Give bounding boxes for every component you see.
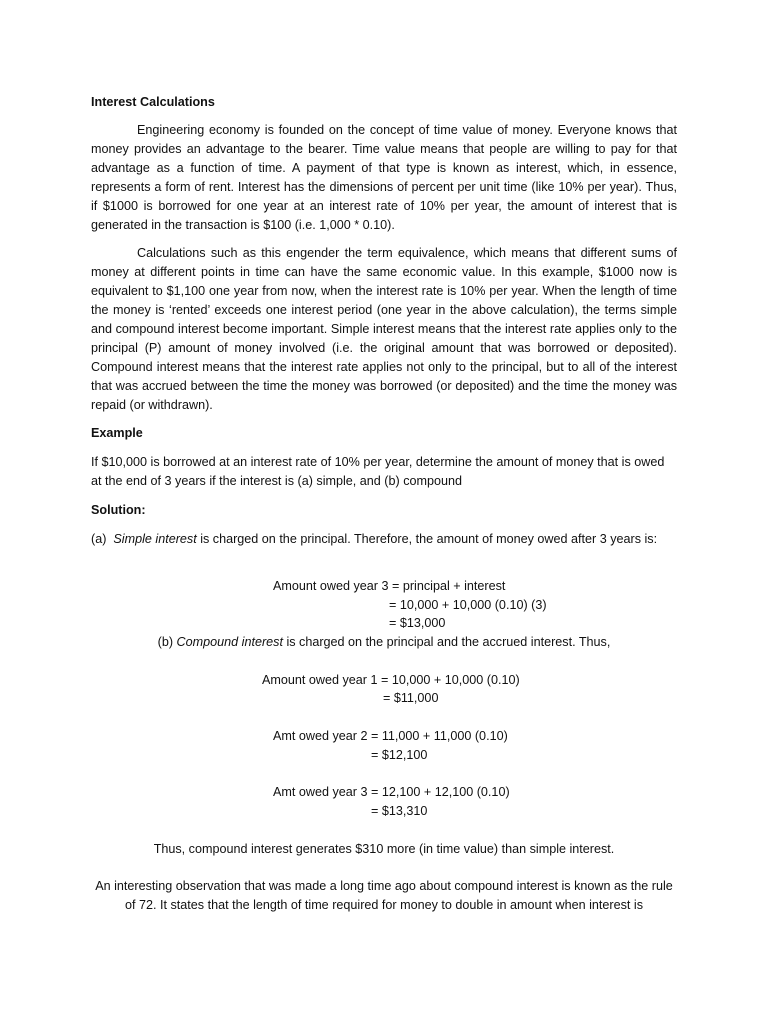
part-a-label: (a) [91,532,107,546]
simple-interest-term: Simple interest [113,532,197,546]
paragraph-intro: Engineering economy is founded on the concept of time value of money. Everyone knows that money provides an advantage to the bearer. Time value means that people are willing to pay for that advantage as a function of time. A payment of that type is known as interest, which, in essence, represents a form of rent. Interest has the dimensions of percent per unit time (like 10% per year). Thus, if $1000 is borrowed for one year at an interest rate of 10% per year, the amount of interest that is generated in the transaction is $100 (i.e. 1,000 * 0.10). [91,123,677,232]
example-heading: Example [91,426,143,440]
paragraph-equivalence: Calculations such as this engender the term equivalence, which means that different sums of money at different points in time can have the same economic value. In this example, $1000 now is equivalent to $1,100 one year from now, when the interest rate is 10% per year. When the length of time the money is ‘rented’ exceeds one interest period (one year in the above calculation), the terms simple and compound interest become important. Simple interest means that the interest rate applies only to the principal (P) amount of money involved (i.e. the original amount that was borrowed or deposited). Compound interest means that the interest rate applies not only to the principal, but to all of the interest that was accrued between the time the money was borrowed (or deposited) and the time the money was repaid (or withdrawn). [91,246,677,412]
example-problem: If $10,000 is borrowed at an interest rate of 10% per year, determine the amount of money that is owed at the end of 3 years if the interest is (a) simple, and (b) compound [91,455,665,488]
section-heading: Interest Calculations [91,95,215,109]
rule-of-72-line-2: of 72. It states that the length of time required for money to double in amount when interest is [124,898,644,912]
compound-year1-result: = $11,000 [383,691,439,705]
simple-calc-line-1: Amount owed year 3 = principal + interest [273,579,506,593]
part-a-statement [91,530,691,549]
part-b-statement [91,633,677,652]
rule-of-72-line-1: An interesting observation that was made a long time ago about compound interest is known as the rule [95,879,673,893]
part-b-label: (b) [157,635,177,649]
compound-year2-line-1: Amt owed year 2 = 11,000 + 11,000 (0.10) [273,729,508,743]
compound-year3-line-1: Amt owed year 3 = 12,100 + 12,100 (0.10) [273,785,510,799]
simple-calc-line-2: = 10,000 + 10,000 (0.10) (3) [389,598,547,612]
simple-calc-result: = $13,000 [389,616,446,630]
compound-year3-result: = $13,310 [371,804,428,818]
solution-label: Solution: [91,503,146,517]
compound-interest-term: Compound interest [176,635,283,649]
conclusion-text: Thus, compound interest generates $310 more (in time value) than simple interest. [153,842,615,856]
part-a-text: is charged on the principal. Therefore, the amount of money owed after 3 years is: [196,532,658,546]
compound-year2-result: = $12,100 [371,748,428,762]
compound-year1-line-1: Amount owed year 1 = 10,000 + 10,000 (0.10) [262,673,520,687]
part-b-text: is charged on the principal and the accrued interest. Thus, [282,635,611,649]
